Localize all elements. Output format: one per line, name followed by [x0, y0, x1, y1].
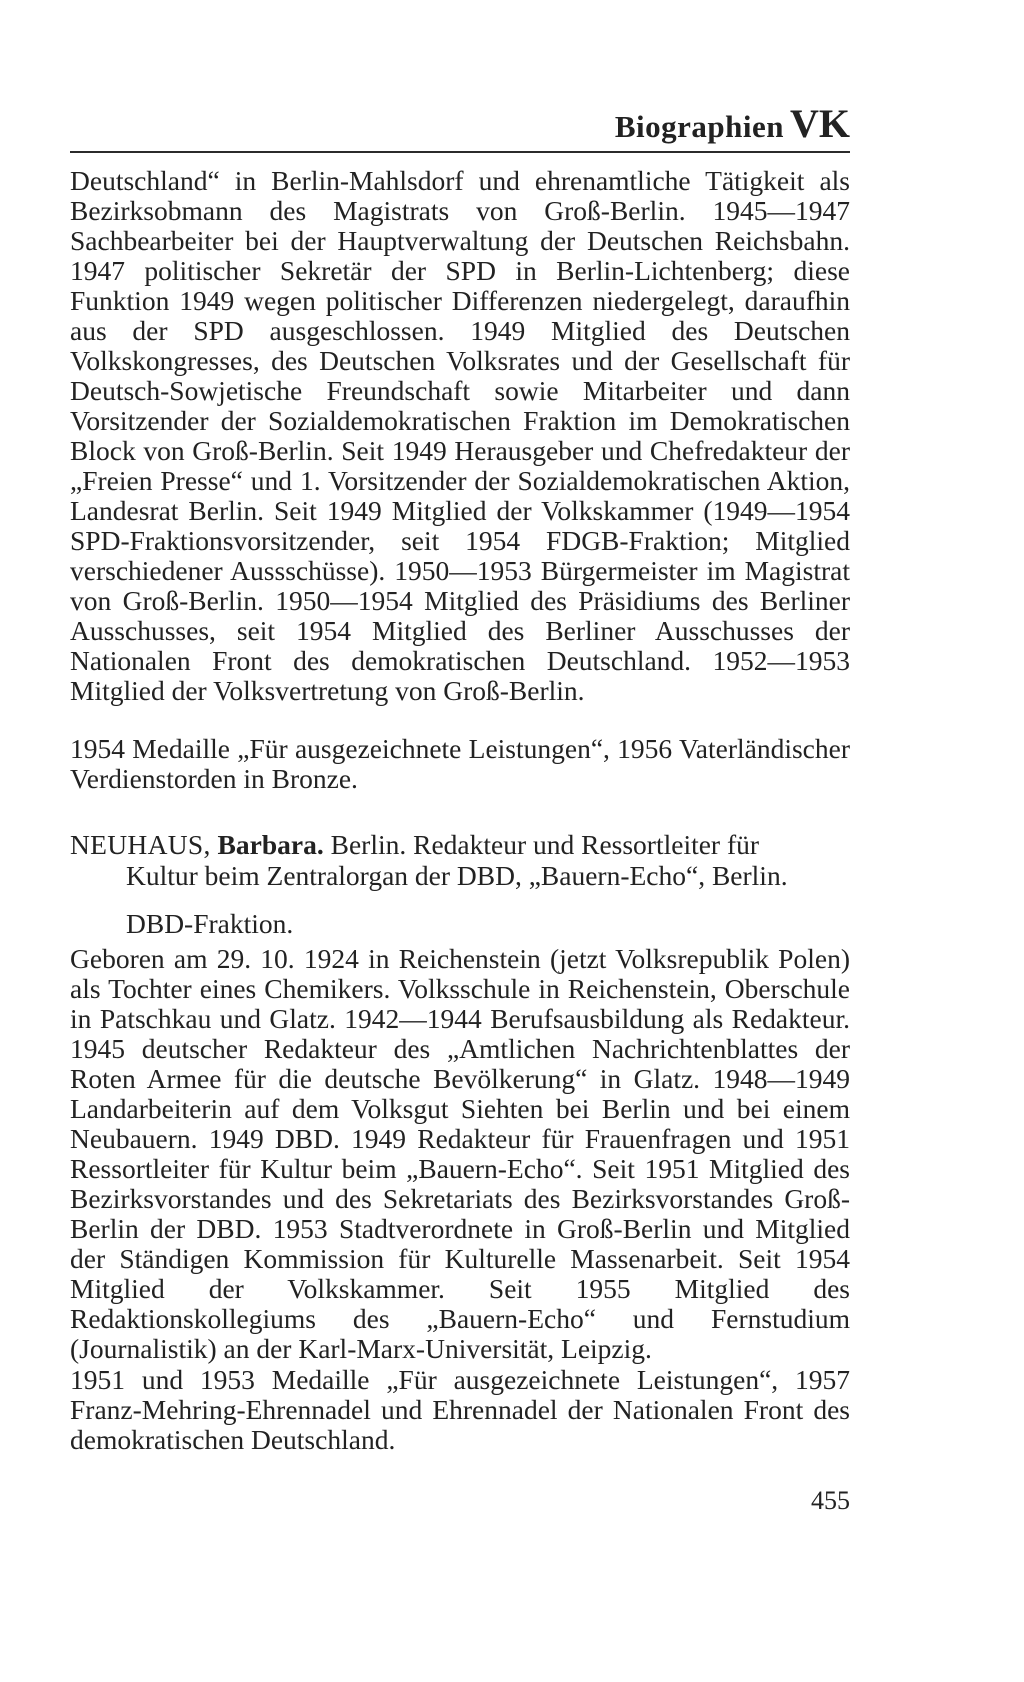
awards-paragraph: 1954 Medaille „Für ausgezeichnete Leistungen“, 1956 Vaterländischer Verdienstorden in Bronze.	[70, 733, 850, 794]
entry-given-name: Barbara.	[217, 829, 324, 860]
entry-surname: NEUHAUS,	[70, 829, 211, 860]
entry-position: Berlin. Redakteur und Ressortleiter für	[330, 829, 760, 860]
entry-awards-paragraph: 1951 und 1953 Medaille „Für ausgezeichnete Leistungen“, 1957 Franz-Mehring-Ehrennadel und Ehrennadel der Nationalen Front des demokratischen Deutschland.	[70, 1364, 850, 1455]
running-head	[615, 100, 850, 147]
continuation-paragraph: Deutschland“ in Berlin-Mahlsdorf und ehrenamtliche Tätigkeit als Bezirksobmann des Magistrats von Groß-Berlin. 1945—1947 Sachbearbeiter bei der Hauptverwaltung der Deutschen Reichsbahn. 1947 politischer Sekretär der SPD in Berlin-Lichtenberg; diese Funktion 1949 wegen politischer Differenzen niedergelegt, daraufhin aus der SPD ausgeschlossen. 1949 Mitglied des Deutschen Volkskongresses, des Deutschen Volksrates und der Gesellschaft für Deutsch-Sowjetische Freundschaft sowie Mitarbeiter und dann Vorsitzender der Sozialdemokratischen Fraktion im Demokratischen Block von Groß-Berlin. Seit 1949 Herausgeber und Chefredakteur der „Freien Presse“ und 1. Vorsitzender der Sozialdemokratischen Aktion, Landesrat Berlin. Seit 1949 Mitglied der Volkskammer (1949—1954 SPD-Fraktionsvorsitzender, seit 1954 FDGB-Fraktion; Mitglied verschiedener Aussschüsse). 1950—1953 Bürgermeister im Magistrat von Groß-Berlin. 1950—1954 Mitglied des Präsidiums des Berliner Ausschusses, seit 1954 Mitglied des Berliner Ausschusses der Nationalen Front des demokratischen Deutschland. 1952—1953 Mitglied der Volksvertretung von Groß-Berlin.	[70, 165, 850, 706]
entry-faction: DBD-Fraktion.	[126, 908, 294, 939]
biography-paragraph: Geboren am 29. 10. 1924 in Reichenstein (jetzt Volksrepublik Polen) als Tochter eines Chemikers. Volksschule in Reichenstein, Oberschule in Patschkau und Glatz. 1942—1944 Berufsausbildung als Redakteur. 1945 deutscher Redakteur des „Amtlichen Nachrichtenblattes der Roten Armee für die deutsche Bevölkerung“ in Glatz. 1948—1949 Landarbeiterin auf dem Volksgut Siehten bei Berlin und bei einem Neubauern. 1949 DBD. 1949 Redakteur für Frauenfragen und 1951 Ressortleiter für Kultur beim „Bauern-Echo“. Seit 1951 Mitglied des Bezirksvorstandes und des Sekretariats des Bezirksvorstandes Groß-Berlin der DBD. 1953 Stadtverordnete in Groß-Berlin und Mitglied der Ständigen Kommission für Kulturelle Massenarbeit. Seit 1954 Mitglied der Volkskammer. Seit 1955 Mitglied des Redaktionskollegiums des „Bauern-Echo“ und Fernstudium (Journalistik) an der Karl-Marx-Universität, Leipzig.	[70, 943, 850, 1364]
entry-second-line: Kultur beim Zentralorgan der DBD, „Bauern-Echo“, Berlin.	[126, 860, 788, 891]
book-page	[70, 0, 850, 1682]
section-letters: VK	[790, 101, 850, 146]
biography-entry-header	[70, 829, 850, 939]
page-number: 455	[811, 1486, 850, 1515]
section-title: Biographien	[614, 109, 784, 144]
entry-first-line	[70, 829, 850, 860]
header-rule	[70, 151, 850, 153]
